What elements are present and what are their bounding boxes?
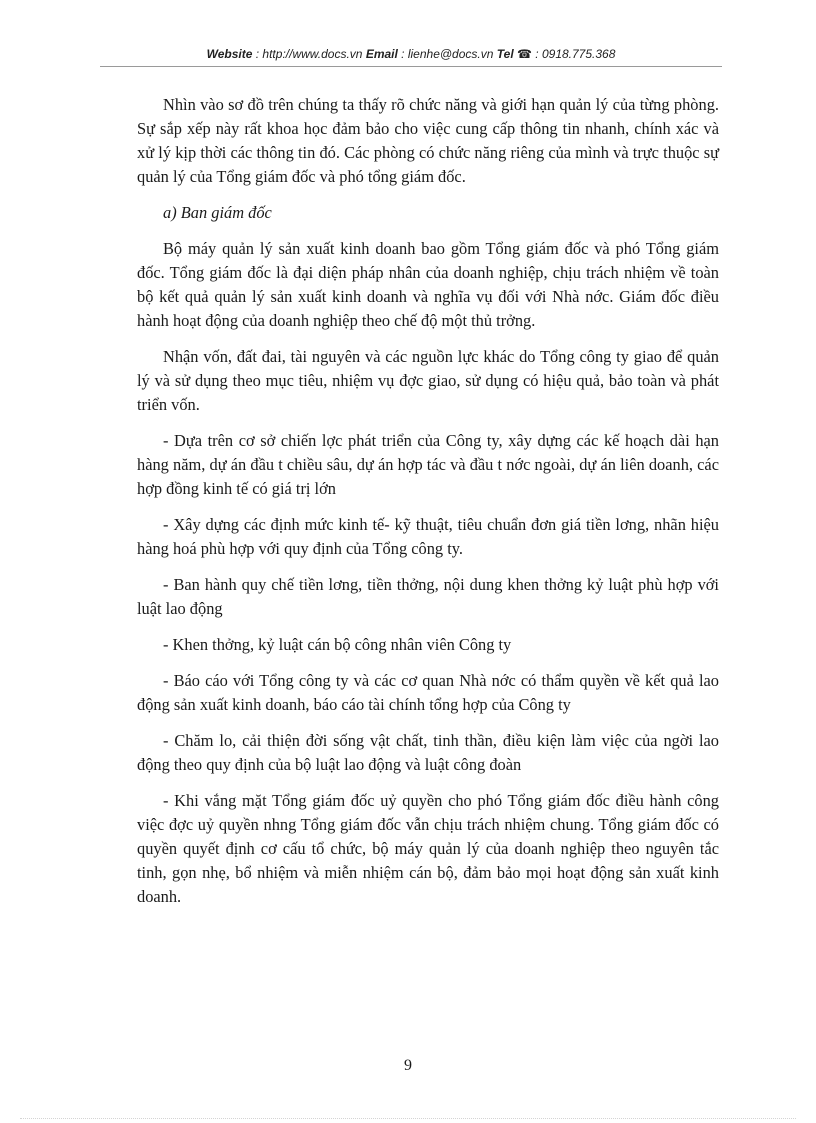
website-url-link[interactable]: http://www.docs.vn — [262, 47, 363, 61]
intro-paragraph: Nhìn vào sơ đồ trên chúng ta thấy rõ chức năng và giới hạn quản lý của từng phòng. Sự sắp xếp này rất khoa học đảm bảo cho việc cung cấp thông tin nhanh, chính xác và xử lý kịp thời các thông tin đó. Các phòng có chức năng riêng của mình và trực thuộc sự quản lý của Tổng giám đốc và phó tổng giám đốc. — [137, 95, 719, 186]
list-item: - Báo cáo với Tổng công ty và các cơ quan Nhà nớc có thẩm quyền về kết quả lao động sản xuất kinh doanh, báo cáo tài chính tổng hợp của Công ty — [137, 671, 719, 714]
footer-divider — [20, 1118, 796, 1119]
list-item: - Chăm lo, cải thiện đời sống vật chất, tinh thần, điều kiện làm việc của ngời lao động theo quy định của bộ luật lao động và luật công đoàn — [137, 731, 719, 774]
body-paragraph: Bộ máy quản lý sản xuất kinh doanh bao gồm Tổng giám đốc và phó Tổng giám đốc. Tổng giám đốc là đại diện pháp nhân của doanh nghiệp, chịu trách nhiệm về toàn bộ kết quả quản lý sản xuất kinh doanh và nghĩa vụ đối với Nhà nớc. Giám đốc điều hành hoạt động của doanh nghiệp theo chế độ một thủ trởng. — [137, 239, 719, 330]
website-label: Website — [206, 47, 253, 61]
list-item: - Xây dựng các định mức kinh tế- kỹ thuật, tiêu chuẩn đơn giá tiền lơng, nhãn hiệu hàng hoá phù hợp với quy định của Tổng công ty. — [137, 515, 719, 558]
list-item: - Dựa trên cơ sở chiến lợc phát triển của Công ty, xây dựng các kế hoạch dài hạn hàng năm, dự án đầu t chiều sâu, dự án hợp tác và đầu t nớc ngoài, dự án liên doanh, các hợp đồng kinh tế có giá trị lớn — [137, 431, 719, 498]
list-item: - Khi vắng mặt Tổng giám đốc uỷ quyền cho phó Tổng giám đốc điều hành công việc đợc uỷ quyền nhng Tổng giám đốc vẫn chịu trách nhiệm chung. Tổng giám đốc có quyền quyết định cơ cấu tổ chức, bộ máy quản lý của doanh nghiệp theo nguyên tắc tinh, gọn nhẹ, bổ nhiệm và miễn nhiệm cán bộ, đảm bảo mọi hoạt động sản xuất kinh doanh. — [137, 791, 719, 906]
page-number: 9 — [404, 1057, 412, 1074]
email-link[interactable]: lienhe@docs.vn — [407, 47, 494, 61]
page-header — [100, 47, 722, 61]
list-item: - Khen thởng, kỷ luật cán bộ công nhân viên Công ty — [163, 635, 512, 654]
list-item: - Ban hành quy chế tiền lơng, tiền thởng, nội dung khen thởng kỷ luật phù hợp với luật lao động — [137, 575, 719, 618]
body-paragraph: Nhận vốn, đất đai, tài nguyên và các nguồn lực khác do Tổng công ty giao để quản lý và sử dụng theo mục tiêu, nhiệm vụ đợc giao, sử dụng có hiệu quả, bảo toàn và phát triển vốn. — [137, 347, 719, 414]
section-heading: a) Ban giám đốc — [163, 203, 272, 222]
email-label: Email — [365, 47, 398, 61]
email-separator: : — [397, 47, 408, 61]
website-separator: : — [252, 47, 263, 61]
tel-label: Tel — [496, 47, 514, 61]
tel-value: : 0918.775.368 — [531, 47, 616, 61]
document-body — [137, 93, 719, 921]
telephone-icon: ☎ — [517, 47, 532, 61]
header-divider — [100, 66, 722, 67]
